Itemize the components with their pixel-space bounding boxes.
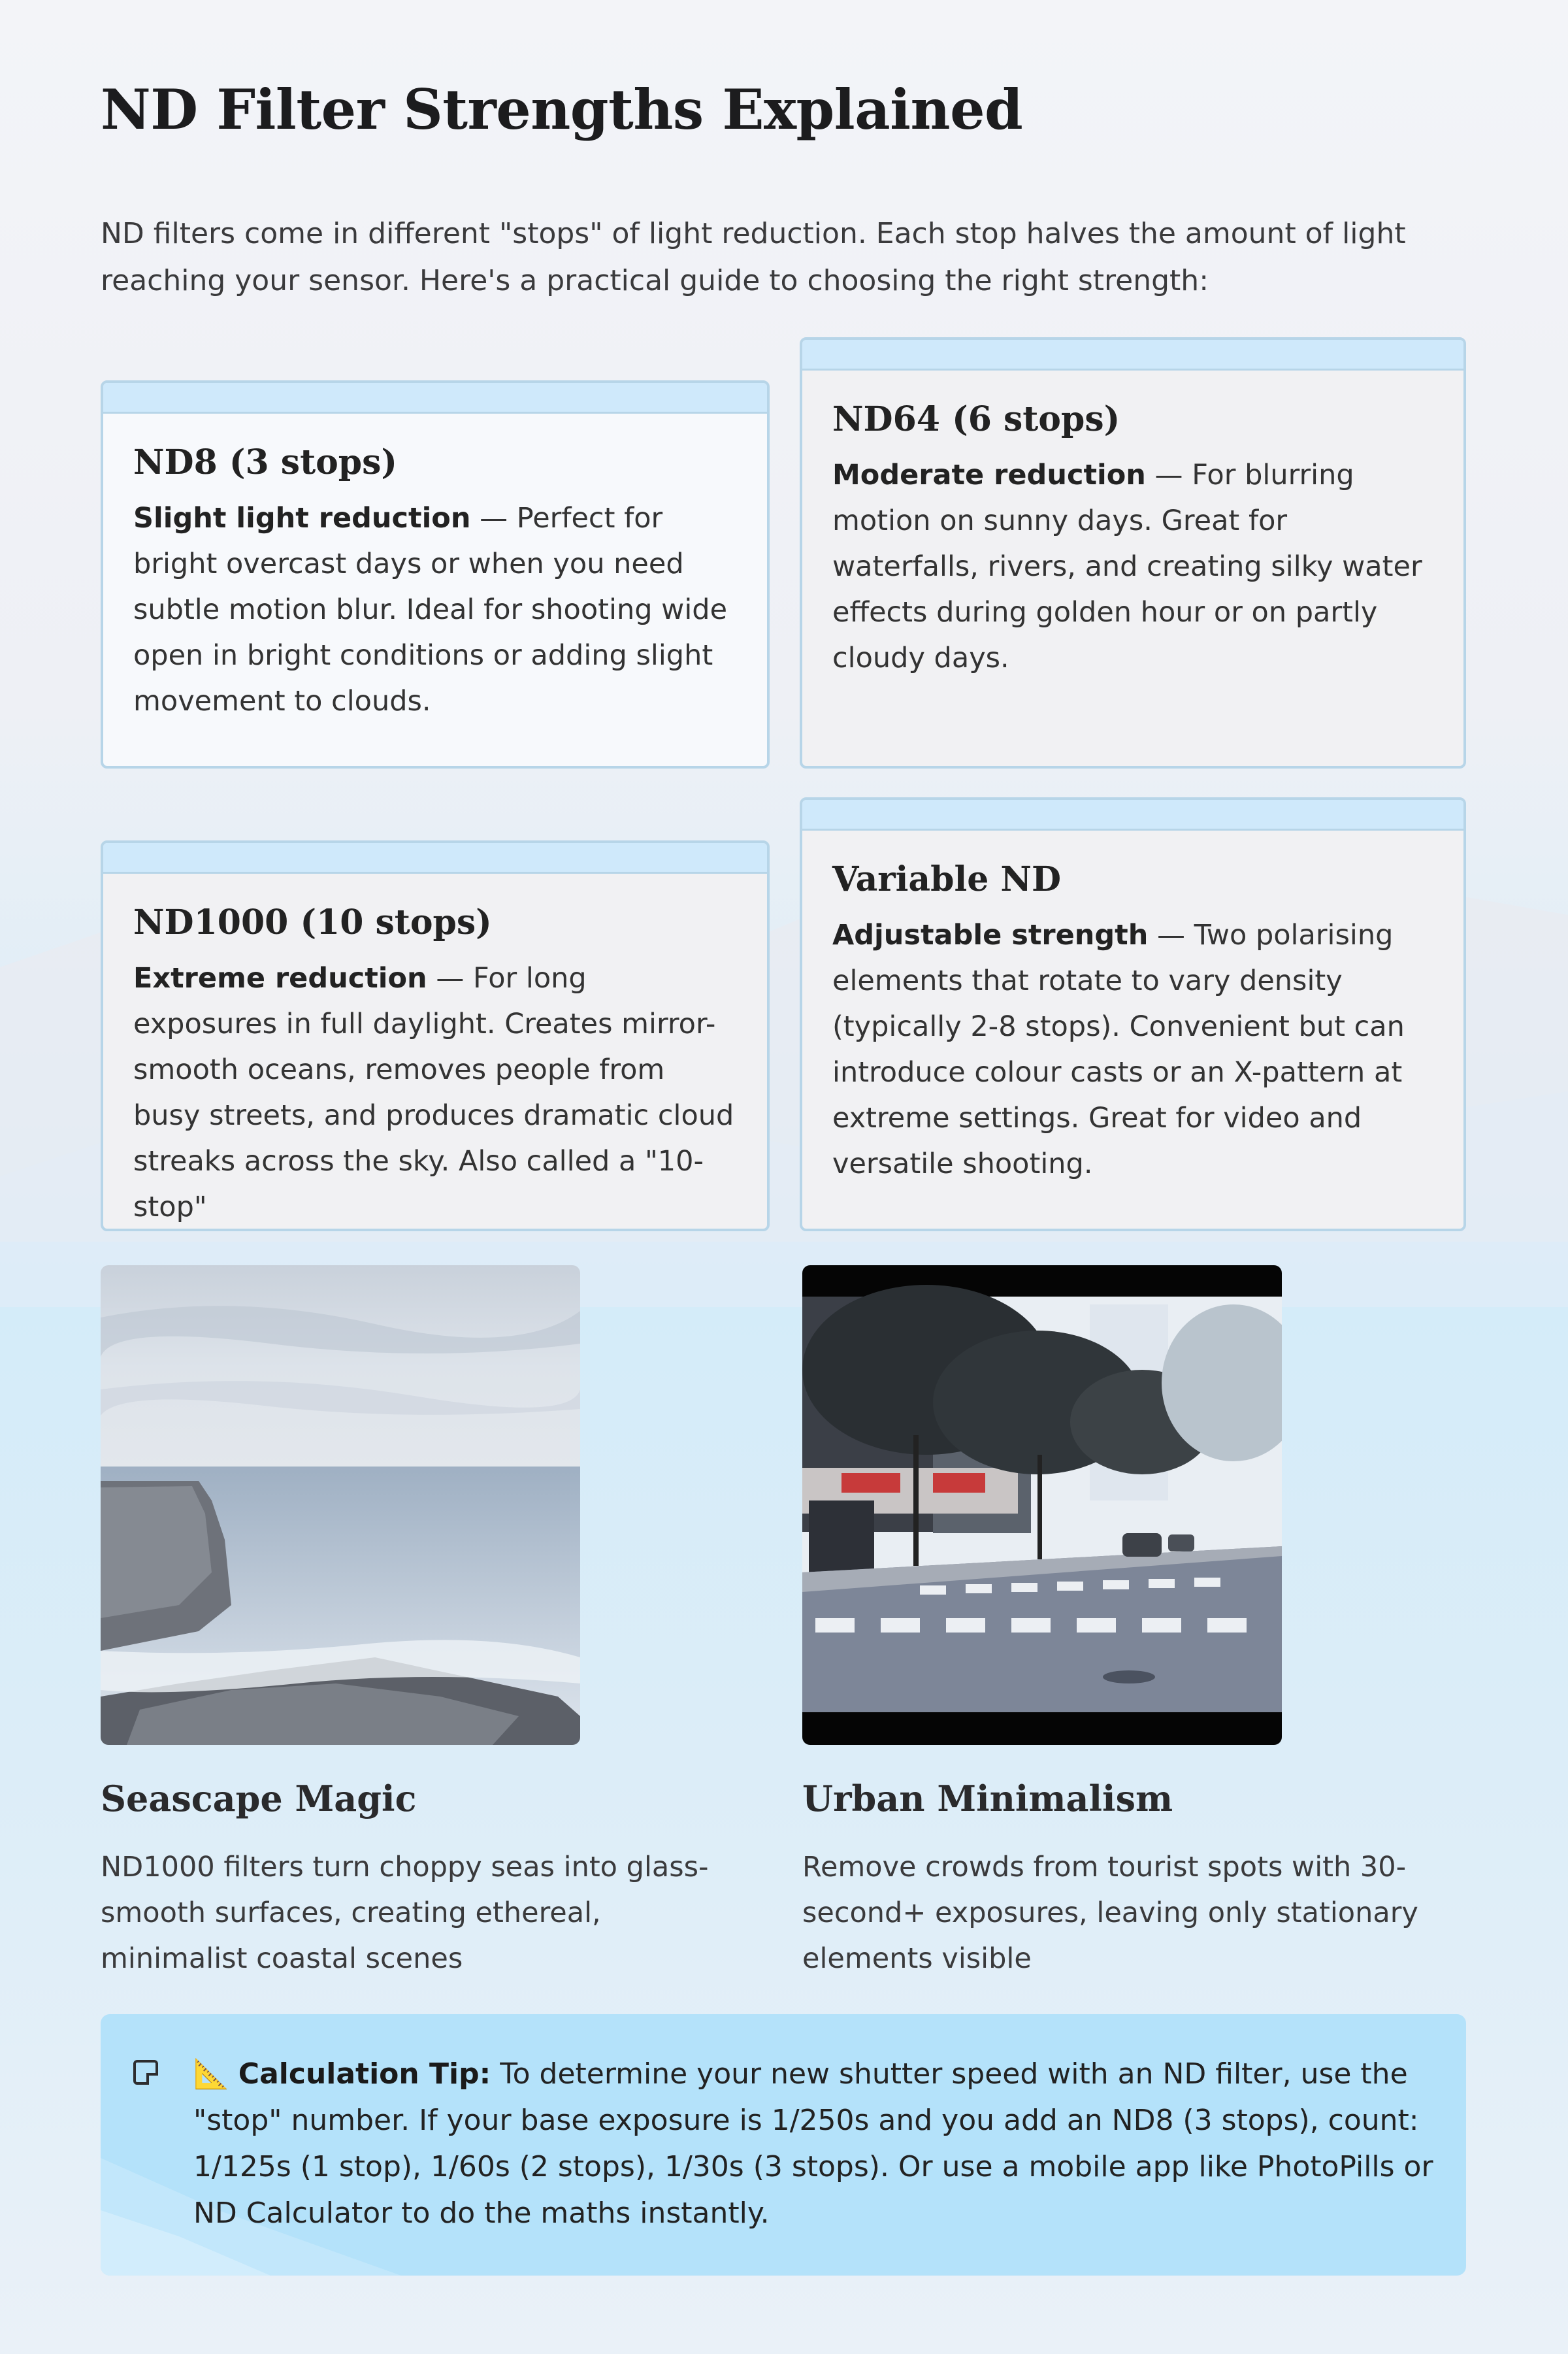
card-description	[133, 495, 737, 724]
intro-paragraph: ND filters come in different "stops" of light reduction. Each stop halves the amount of light reaching your sensor. Here's a practical guide to choosing the right strength:	[101, 217, 1406, 297]
urban-photo	[802, 1265, 1282, 1745]
card-text: — For long exposures in full daylight. Creates mirror-smooth oceans, removes people from busy streets, and produces dramatic cloud streaks across the sky. Also called a "10-stop"	[133, 962, 734, 1223]
calculation-tip-box	[101, 2014, 1466, 2276]
card-title: ND64 (6 stops)	[832, 399, 1120, 439]
card-lead: Adjustable strength	[832, 919, 1149, 952]
page-title: ND Filter Strengths Explained	[101, 77, 1023, 142]
card-lead: Extreme reduction	[133, 962, 427, 995]
tip-label: Calculation Tip:	[238, 2057, 491, 2091]
card-description	[832, 452, 1433, 681]
card-nd8	[101, 380, 770, 769]
card-title: ND1000 (10 stops)	[133, 903, 492, 942]
ruler-icon: 📐	[193, 2057, 229, 2091]
card-header-band	[103, 383, 767, 414]
card-title: Variable ND	[832, 859, 1062, 899]
card-text: — For blurring motion on sunny days. Great for waterfalls, rivers, and creating silky water effects during golden hour or on partly cloudy days.	[832, 459, 1422, 674]
card-description	[832, 912, 1433, 1187]
card-text: — Two polarising elements that rotate to vary density (typically 2-8 stops). Convenient but can introduce colour casts or an X-pattern at extreme settings. Great for video and versatile shooting.	[832, 919, 1405, 1180]
card-header-band	[103, 843, 767, 874]
card-header-band	[802, 340, 1463, 371]
seascape-photo	[101, 1265, 580, 1745]
card-nd1000	[101, 840, 770, 1231]
seascape-caption-text: ND1000 filters turn choppy seas into glass-smooth surfaces, creating ethereal, minimalist coastal scenes	[101, 1851, 709, 1975]
card-header-band	[802, 800, 1463, 831]
urban-caption-title: Urban Minimalism	[802, 1778, 1173, 1819]
card-variable-nd	[800, 797, 1466, 1231]
seascape-caption-title: Seascape Magic	[101, 1778, 417, 1819]
card-text: — Perfect for bright overcast days or when you need subtle motion blur. Ideal for shooting wide open in bright conditions or adding slight movement to clouds.	[133, 502, 728, 718]
tip-text	[193, 2051, 1435, 2236]
tip-body: To determine your new shutter speed with an ND filter, use the "stop" number. If your base exposure is 1/250s and you add an ND8 (3 stops), count: 1/125s (1 stop), 1/60s (2 stops), 1/30s (3 stops). Or use a mobile app like PhotoPills or ND Calculator to do the maths instantly.	[193, 2057, 1433, 2230]
card-lead: Moderate reduction	[832, 459, 1146, 491]
card-title: ND8 (3 stops)	[133, 442, 398, 482]
card-description	[133, 955, 737, 1230]
urban-caption-text: Remove crowds from tourist spots with 30-second+ exposures, leaving only stationary elements visible	[802, 1851, 1418, 1975]
note-icon	[133, 2060, 158, 2085]
card-nd64	[800, 337, 1466, 769]
card-lead: Slight light reduction	[133, 502, 471, 535]
